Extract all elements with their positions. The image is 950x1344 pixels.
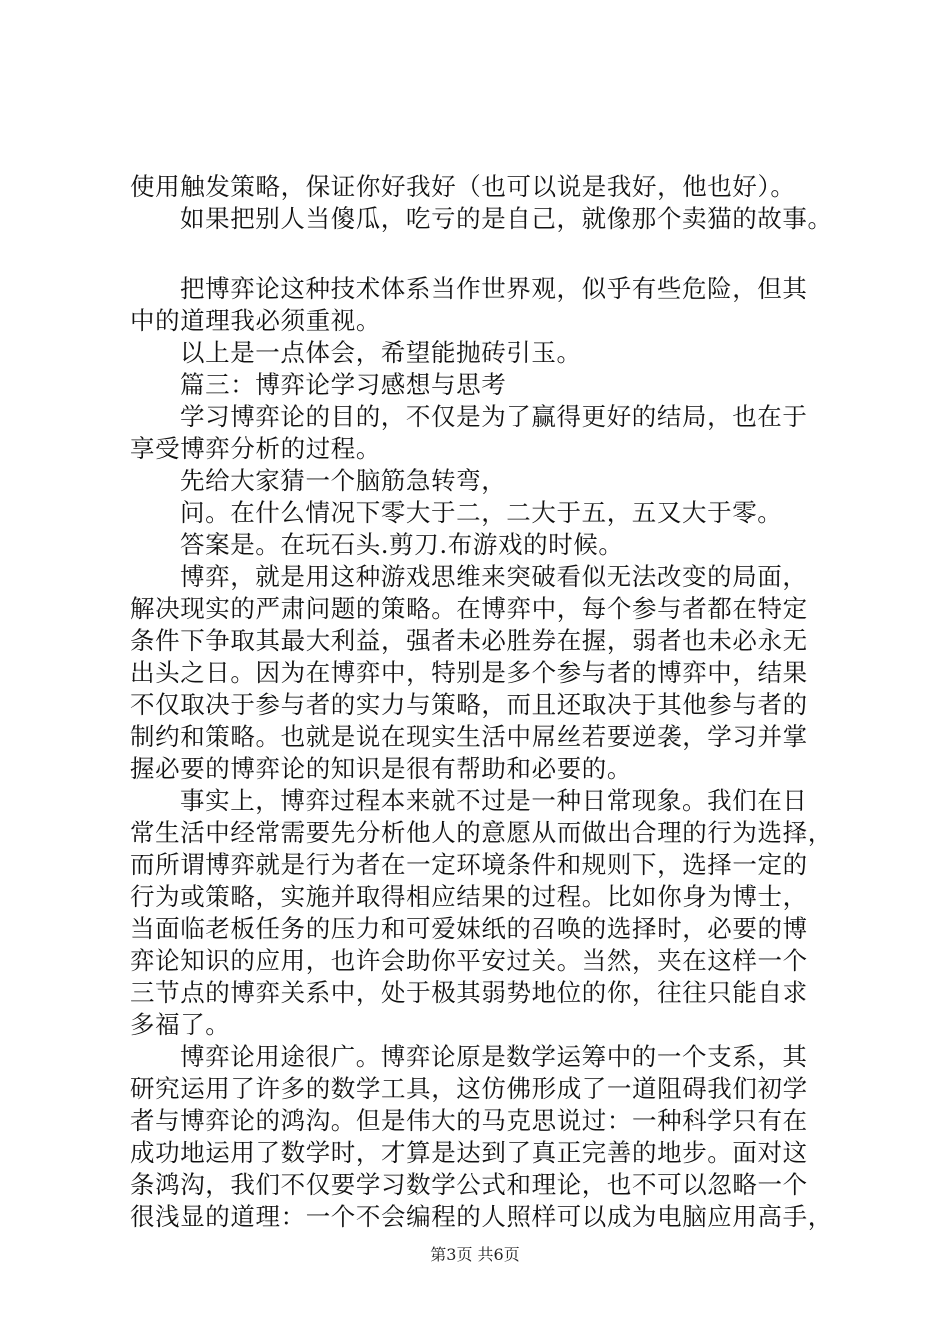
text-line: 博弈论用途很广。博弈论原是数学运筹中的一个支系，其: [180, 1042, 808, 1071]
text-line: 使用触发策略，保证你好我好（也可以说是我好，他也好）。: [130, 172, 796, 201]
text-line: 享受博弈分析的过程。: [130, 434, 381, 463]
text-line: 博弈，就是用这种游戏思维来突破看似无法改变的局面，: [180, 562, 808, 591]
text-line: 问。在什么情况下零大于二，二大于五，五又大于零。: [180, 498, 783, 527]
text-line: 弈论知识的应用，也许会助你平安过关。当然，夹在这样一个: [130, 946, 808, 975]
text-line: 多福了。: [130, 1010, 231, 1039]
text-line: 中的道理我必须重视。: [130, 306, 381, 335]
text-line: 先给大家猜一个脑筋急转弯，: [180, 466, 507, 495]
text-line: 行为或策略，实施并取得相应结果的过程。比如你身为博士，: [130, 882, 808, 911]
text-line: 学习博弈论的目的，不仅是为了赢得更好的结局，也在于: [180, 402, 808, 431]
text-line: 研究运用了许多的数学工具，这仿佛形成了一道阻碍我们初学: [130, 1074, 808, 1103]
text-line: 者与博弈论的鸿沟。但是伟大的马克思说过：一种科学只有在: [130, 1106, 808, 1135]
text-line: 很浅显的道理：一个不会编程的人照样可以成为电脑应用高手，: [130, 1202, 833, 1231]
text-line: 以上是一点体会，希望能抛砖引玉。: [180, 338, 582, 367]
text-line: 条件下争取其最大利益，强者未必胜券在握，弱者也未必永无: [130, 626, 808, 655]
text-line: 三节点的博弈关系中，处于极其弱势地位的你，往往只能自求: [130, 978, 808, 1007]
text-line: 出头之日。因为在博弈中，特别是多个参与者的博弈中，结果: [130, 658, 808, 687]
text-line: 条鸿沟，我们不仅要学习数学公式和理论，也不可以忽略一个: [130, 1170, 808, 1199]
text-line: 答案是。在玩石头.剪刀.布游戏的时候。: [180, 530, 624, 559]
section-heading: 篇三：博弈论学习感想与思考: [180, 370, 507, 399]
text-line: 如果把别人当傻瓜，吃亏的是自己，就像那个卖猫的故事。: [180, 204, 833, 233]
text-line: 制约和策略。也就是说在现实生活中屌丝若要逆袭，学习并掌: [130, 722, 808, 751]
page-number-footer: 第3页 共6页: [430, 1245, 520, 1264]
paragraph-gap: [130, 235, 830, 273]
text-line: 当面临老板任务的压力和可爱妹纸的召唤的选择时，必要的博: [130, 914, 808, 943]
text-line: 而所谓博弈就是行为者在一定环境条件和规则下，选择一定的: [130, 850, 808, 879]
text-line: 不仅取决于参与者的实力与策略，而且还取决于其他参与者的: [130, 690, 808, 719]
body-text: [130, 171, 833, 1233]
text-line: 握必要的博弈论的知识是很有帮助和必要的。: [130, 754, 632, 783]
text-line: 成功地运用了数学时，才算是达到了真正完善的地步。面对这: [130, 1138, 808, 1167]
text-line: 常生活中经常需要先分析他人的意愿从而做出合理的行为选择，: [130, 818, 833, 847]
text-line: 把博弈论这种技术体系当作世界观，似乎有些危险，但其: [180, 274, 808, 303]
text-line: 事实上，博弈过程本来就不过是一种日常现象。我们在日: [180, 786, 808, 815]
text-line: 解决现实的严肃问题的策略。在博弈中，每个参与者都在特定: [130, 594, 808, 623]
